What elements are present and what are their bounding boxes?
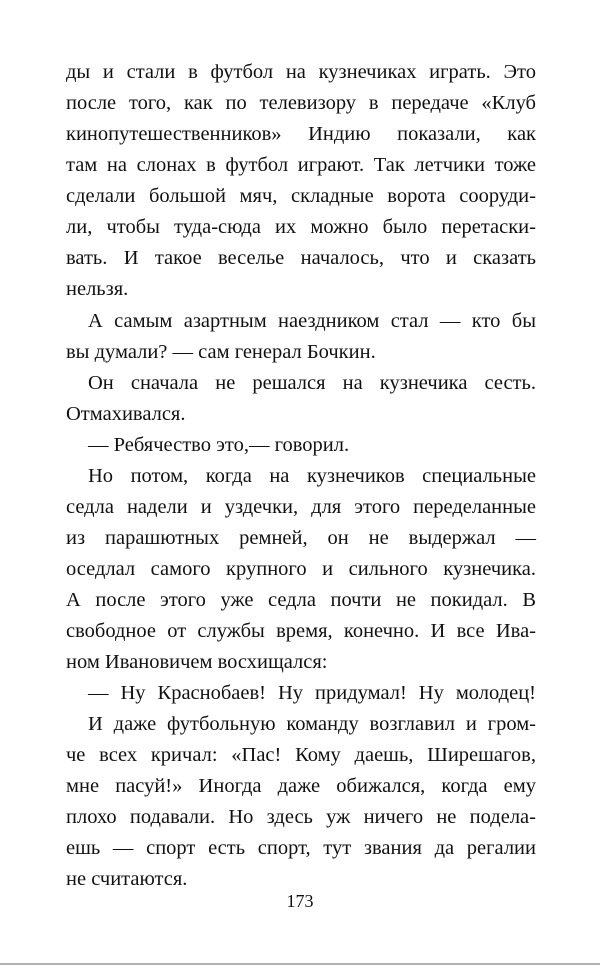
text-line: И даже футбольную команду возглавил и гром- [88,713,536,735]
text-line: вы думали? — сам генерал Бочкин. [66,341,376,363]
text-line: А самым азартным наездником стал — кто бы [88,310,536,332]
text-line: после того, как по телевизору в передаче «Клуб [66,92,536,114]
text-line: ды и стали в футбол на кузнечиках играть. Это [66,61,536,83]
text-line: — Ну Краснобаев! Ну придумал! Ну молодец! [88,682,536,704]
text-line: Но потом, когда на кузнечиков специальные [88,465,536,487]
text-line: кинопутешественников» Индию показали, как [66,123,536,145]
text-line: плохо подавали. Но здесь уж ничего не подела- [66,806,536,828]
text-line: оседлал самого крупного и сильного кузнечика. [66,558,536,580]
text-line: там на слонах в футбол играют. Так летчики тоже [66,154,536,176]
text-line: вать. И такое веселье началось, что и сказать [66,247,536,269]
text-line: — Ребячество это,— говорил. [88,434,350,456]
text-line: из парашютных ремней, он не выдержал — [66,527,536,549]
text-line: ном Ивановичем восхищался: [66,651,328,673]
text-line: че всех кричал: «Пас! Кому даешь, Ширешагов, [66,744,536,766]
page-number: 173 [286,891,314,911]
text-line: свободное от службы время, конечно. И все Ива- [66,620,536,642]
text-line: Отмахивался. [66,403,186,425]
text-line: ешь — спорт есть спорт, тут звания да регалии [66,837,536,859]
text-line: А после этого уже седла почти не покидал. В [66,589,536,611]
text-line: не считаются. [66,868,188,890]
text-line: сделали большой мяч, складные ворота сооруди- [66,185,536,207]
text-line: ли, чтобы туда-сюда их можно было перетаски- [66,216,536,238]
text-line: Он сначала не решался на кузнечика сесть. [88,372,536,394]
text-line: седла надели и уздечки, для этого переделанные [66,496,536,518]
text-line: мне пасуй!» Иногда даже обижался, когда ему [66,775,536,797]
page-bottom-divider [0,963,600,965]
text-line: нельзя. [66,278,129,300]
